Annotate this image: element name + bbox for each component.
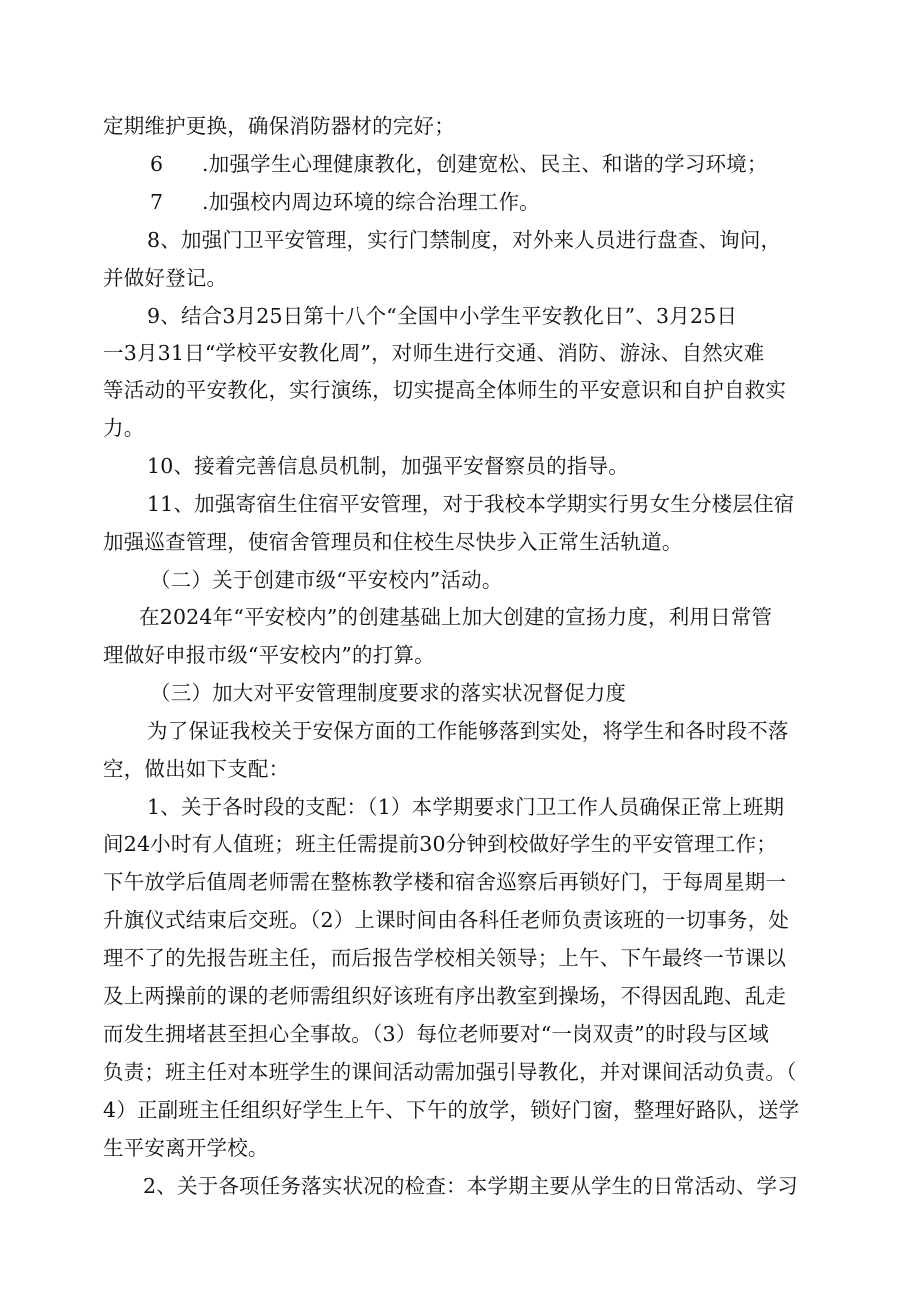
paragraph-line: 间24小时有人值班；班主任需提前30分钟到校做好学生的平安管理工作； <box>103 832 777 856</box>
paragraph-line: 1、关于各时段的支配：（1）本学期要求门卫工作人员确保正常上班期 <box>147 795 785 819</box>
paragraph-line: 而发生拥堵甚至担心全事故。（3）每位老师要对“一岗双责”的时段与区域 <box>103 1022 770 1046</box>
list-item-text: .加强校内周边环境的综合治理工作。 <box>202 190 540 214</box>
paragraph-line: 11、加强寄宿生住宿平安管理，对于我校本学期实行男女生分楼层住宿 <box>147 492 795 516</box>
paragraph-line: 9、结合3月25日第十八个“全国中小学生平安教化日”、3月25日 <box>147 304 738 328</box>
paragraph-line: 一3月31日“学校平安教化周”，对师生进行交通、消防、游泳、自然灾难 <box>103 341 765 365</box>
paragraph-line: 为了保证我校关于安保方面的工作能够落到实处，将学生和各时段不落 <box>147 719 789 743</box>
paragraph-line: 升旗仪式结束后交班。（2）上课时间由各科任老师负责该班的一切事务，处 <box>103 908 790 932</box>
paragraph-line: 负责；班主任对本班学生的课间活动需加强引导教化，并对课间活动负责。（ <box>103 1060 797 1084</box>
section-heading: （二）关于创建市级“平安校内”活动。 <box>150 568 503 592</box>
paragraph-line: 2、关于各项任务落实状况的检查：本学期主要从学生的日常活动、学习 <box>143 1174 798 1198</box>
paragraph-line: 及上两操前的课的老师需组织好该班有序出教室到操场，不得因乱跑、乱走 <box>103 984 787 1008</box>
paragraph-line: 定期维护更换，确保消防器材的完好； <box>103 114 455 138</box>
paragraph-line: 空，做出如下支配： <box>103 757 290 781</box>
paragraph-line: 理做好申报市级“平安校内”的打算。 <box>103 643 435 667</box>
paragraph-line: 并做好登记。 <box>103 266 228 290</box>
section-heading: （三）加大对平安管理制度要求的落实状况督促力度 <box>150 681 627 705</box>
paragraph-line: 8、加强门卫平安管理，实行门禁制度，对外来人员进行盘查、询问， <box>147 228 782 252</box>
list-item-6 <box>150 150 768 178</box>
list-number: 6 <box>150 152 164 176</box>
paragraph-line: 力。 <box>103 416 145 440</box>
list-item-text: .加强学生心理健康教化，创建宽松、民主、和谐的学习环境； <box>202 152 768 176</box>
paragraph-line: 4）正副班主任组织好学生上午、下午的放学，锁好门窗，整理好路队，送学 <box>103 1098 800 1122</box>
paragraph-line: 下午放学后值周老师需在整栋教学楼和宿舍巡察后再锁好门，于每周星期一 <box>103 870 787 894</box>
paragraph-line: 在2024年“平安校内”的创建基础上加大创建的宣扬力度，利用日常管 <box>139 605 773 629</box>
paragraph-line: 理不了的先报告班主任，而后报告学校相关领导；上午、下午最终一节课以 <box>103 946 787 970</box>
paragraph-line: 生平安离开学校。 <box>103 1136 269 1160</box>
paragraph-line: 10、接着完善信息员机制，加强平安督察员的指导。 <box>147 454 629 478</box>
paragraph-line: 等活动的平安教化，实行演练，切实提高全体师生的平安意识和自护自救实 <box>103 378 787 402</box>
list-number: 7 <box>150 190 164 214</box>
list-item-7 <box>150 188 540 216</box>
paragraph-line: 加强巡查管理，使宿舍管理员和住校生尽快步入正常生活轨道。 <box>103 530 683 554</box>
